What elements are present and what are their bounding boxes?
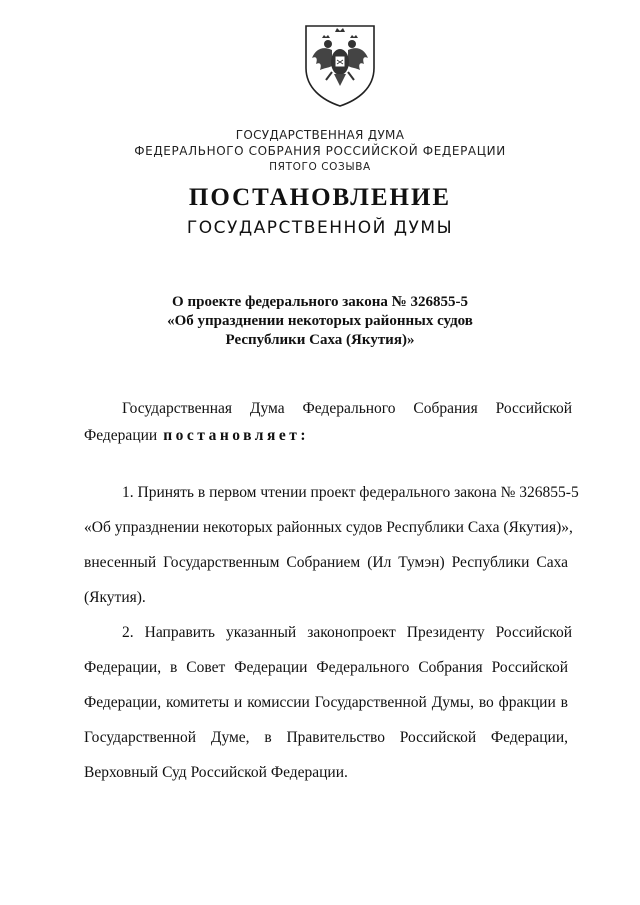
preamble-line-2 — [84, 427, 568, 445]
item2-line-1: 2. Направить указанный законопроект Президенту Российской — [122, 624, 572, 641]
item2-line-4: Государственной Думе, в Правительство Российской Федерации, — [84, 729, 568, 746]
item1-line-2: «Об упразднении некоторых районных судов Республики Саха (Якутия)», — [84, 519, 573, 536]
item1-line-3: внесенный Государственным Собранием (Ил Тумэн) Республики Саха — [84, 554, 568, 571]
item2-line-5: Верховный Суд Российской Федерации. — [84, 764, 348, 781]
header-line-1: ГОСУДАРСТВЕННАЯ ДУМА — [235, 128, 405, 142]
header-line-2: ФЕДЕРАЛЬНОГО СОБРАНИЯ РОССИЙСКОЙ ФЕДЕРАЦИИ — [134, 144, 506, 158]
item2-line-3: Федерации, комитеты и комиссии Государственной Думы, во фракции в — [84, 694, 568, 711]
item2-line-2: Федерации, в Совет Федерации Федерального Собрания Российской — [84, 659, 568, 676]
header-line-3: ПЯТОГО СОЗЫВА — [269, 161, 371, 173]
item1-line-4: (Якутия). — [84, 589, 146, 606]
coat-of-arms-emblem — [302, 22, 378, 108]
document-title: ПОСТАНОВЛЕНИЕ — [188, 184, 452, 211]
subject-line-1: О проекте федерального закона № 326855-5 — [172, 294, 468, 310]
subject-line-3: Республики Саха (Якутия)» — [225, 332, 415, 348]
preamble-start: Федерации — [84, 427, 158, 444]
document-subtitle: ГОСУДАРСТВЕННОЙ ДУМЫ — [186, 218, 454, 238]
preamble-line-1: Государственная Дума Федерального Собрания Российской — [122, 400, 572, 417]
preamble-emphasis: постановляет: — [163, 427, 310, 444]
item1-line-1: 1. Принять в первом чтении проект федерального закона № 326855-5 — [122, 484, 579, 501]
subject-line-2: «Об упразднении некоторых районных судов — [167, 313, 473, 329]
